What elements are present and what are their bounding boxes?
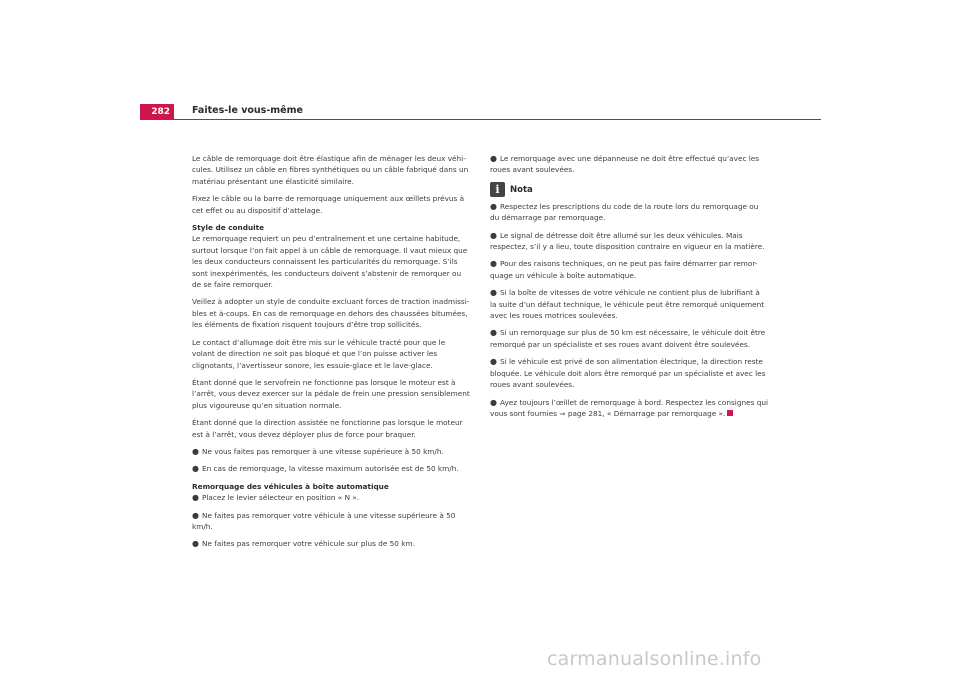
bullet-icon: ● — [192, 510, 199, 520]
bullet-icon: ● — [490, 259, 497, 269]
list-item: ● Le signal de détresse doit être allumé sur les deux véhicules. Mais respectez, s’il y a lieu, toute disposition contraire en vigueur en la matière. — [490, 230, 765, 252]
paragraph-steering: Étant donné que la direction assistée ne fonctionne pas lorsque le moteur est à l’arrêt, vous devez déployer plus de force pour braquer. — [192, 418, 463, 439]
list-item: ● Placez le levier sélecteur en position « N ». — [192, 493, 360, 503]
list-item: ● Le remorquage avec une dépanneuse ne doit être effectué qu’avec les roues avant soulevées. — [490, 154, 760, 175]
left-column — [192, 153, 470, 556]
heading-driving-style: Style de conduite — [192, 223, 265, 233]
bullet-icon: ● — [192, 539, 199, 549]
paragraph-experience: Le remorquage requiert un peu d’entraînement et une certaine habitude, surtout lorsque l’on fait appel à un câble de remorquage. Il vaut mieux que les deux conducteurs connaissent les particularités du remorquage. S’ils sont inexpérimentés, les conducteurs doivent s’abstenir de remorquer ou de se faire remorquer. — [192, 234, 468, 290]
paragraph-traction: Veillez à adopter un style de conduite excluant forces de traction inadmissi-bles et à-coups. En cas de remorquage en dehors des chaussées bitumées, les éléments de fixation risquent toujours d’être trop sollicités. — [192, 297, 470, 330]
bullet-icon: ● — [192, 493, 199, 503]
list-item: ● Si un remorquage sur plus de 50 km est nécessaire, le véhicule doit être remorqué par un spécialiste et ses roues avant doivent être soulevées. — [490, 328, 766, 349]
list-item: ● Ne faites pas remorquer votre véhicule à une vitesse supérieure à 50 km/h. — [192, 510, 456, 531]
bullet-icon: ● — [490, 397, 497, 407]
page-title: Faites-le vous-même — [192, 105, 303, 116]
nota-heading — [490, 182, 768, 197]
page-number: 282 — [140, 104, 174, 120]
bullet-icon: ● — [490, 288, 497, 298]
paragraph-ignition: Le contact d’allumage doit être mis sur le véhicule tracté pour que le volant de direction ne soit pas bloqué et que l’on puisse activer les clignotants, l’avertisseur sonore, les essuie-glace et le lave-glace. — [192, 337, 446, 370]
watermark: carmanualsonline.info — [547, 648, 762, 670]
bullet-icon: ● — [192, 464, 199, 474]
paragraph-fixing: Fixez le câble ou la barre de remorquage uniquement aux œillets prévus à cet effet ou au dispositif d’attelage. — [192, 194, 465, 215]
bullet-icon: ● — [490, 328, 497, 338]
list-item: ● Ne faites pas remorquer votre véhicule sur plus de 50 km. — [192, 539, 415, 549]
info-icon: i — [490, 182, 505, 197]
nota-label: Nota — [510, 185, 533, 196]
list-item: ● En cas de remorquage, la vitesse maximum autorisée est de 50 km/h. — [192, 464, 459, 474]
bullet-icon: ● — [490, 154, 497, 163]
list-item: ● Si le véhicule est privé de son alimentation électrique, la direction reste bloquée. Le véhicule doit alors être remorqué par un spécialiste et avec les roues avant soulevées. — [490, 357, 766, 390]
section-end-icon — [727, 410, 733, 416]
list-item: ● Ne vous faites pas remorquer à une vitesse supérieure à 50 km/h. — [192, 446, 444, 456]
heading-automatic-gearbox: Remorquage des véhicules à boîte automatique — [192, 481, 389, 491]
paragraph-servo-brake: Étant donné que le servofrein ne fonctionne pas lorsque le moteur est à l’arrêt, vous devez exercer sur la pédale de frein une pression sensiblement plus vigoureuse qu’en situation normale. — [192, 377, 470, 410]
list-item: ● Respectez les prescriptions du code de la route lors du remorquage ou du démarrage par remorquage. — [490, 201, 759, 223]
paragraph-cable: Le câble de remorquage doit être élastique afin de ménager les deux véhi-cules. Utilisez un câble en fibres synthétiques ou un câble fabriqué dans un matériau présentant une élasticité similaire. — [192, 154, 469, 186]
bullet-icon: ● — [490, 230, 497, 240]
list-item: ● Pour des raisons techniques, on ne peut pas faire démarrer par remor-quage un véhicule à boîte automatique. — [490, 259, 758, 280]
header-divider — [140, 119, 821, 120]
right-column — [490, 153, 768, 425]
list-item: ● Si la boîte de vitesses de votre véhicule ne contient plus de lubrifiant à la suite d’un défaut technique, le véhicule peut être remorqué uniquement avec les roues motrices soulevées. — [490, 288, 765, 321]
bullet-icon: ● — [192, 446, 199, 456]
list-item: ● Ayez toujours l’œillet de remorquage à bord. Respectez les consignes qui vous sont fournies ⇒ page 281, « Démarrage par remorquage ». — [490, 397, 768, 418]
bullet-icon: ● — [490, 201, 497, 211]
bullet-icon: ● — [490, 357, 497, 367]
